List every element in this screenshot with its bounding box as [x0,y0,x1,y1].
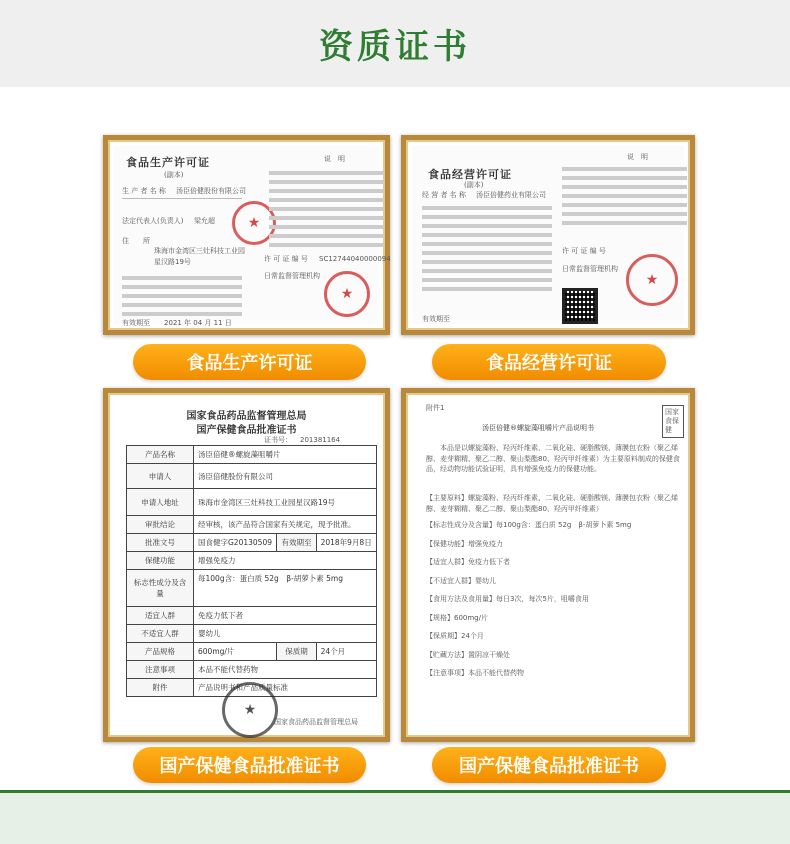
doc-section: 【贮藏方法】置阴凉干燥处 [426,650,510,659]
caption-operation-license: 食品经营许可证 [432,344,666,380]
doc-side-note: 国家食保健 [662,405,684,438]
doc-subtitle: (副本) [464,181,484,189]
doc-section: 【标志性成分及含量】每100g含：蛋白质 52g β-胡萝卜素 5mg [426,521,632,529]
table-value: 本品不能代替药物 [194,661,377,679]
table-row [127,446,377,464]
qr-code [562,288,598,324]
table-row [127,489,377,516]
table-key: 产品规格 [127,643,194,661]
table-value: 增强免疫力 [194,552,377,570]
table-key: 申请人 [127,464,194,489]
doc-right-title: 说 明 [324,155,345,163]
doc-section: 【适宜人群】免疫力低下者 [426,558,510,566]
table-row [127,643,377,661]
doc-right-title: 说 明 [627,153,648,161]
caption-instructions-certificate: 国产保健食品批准证书 [432,747,666,783]
table-value: 产品说明书和产品质量标准 [194,679,377,697]
table-value: 2018年9月8日 [316,534,376,552]
table-row [127,625,377,643]
certificate-frame-production [103,135,390,335]
doc-title: 汤臣倍健®螺旋藻咀嚼片产品说明书 [482,424,594,432]
table-value: 婴幼儿 [194,625,377,643]
doc-text-lines [562,162,687,230]
official-seal: ★ [222,682,278,738]
table-value: 24个月 [316,643,376,661]
doc-subtitle: (副本) [164,171,184,179]
doc-authority: 国家食品药品监督管理总局 [186,411,307,422]
official-seal: ★ [626,254,678,306]
table-key: 有效期至 [277,534,316,552]
doc-title: 食品生产许可证 [126,156,210,169]
table-key: 不适宜人群 [127,625,194,643]
doc-section: 【规格】600mg/片 [426,613,488,622]
doc-section: 【不适宜人群】婴幼儿 [426,576,496,585]
table-value: 珠海市金湾区三灶科技工业园星汉路19号 [194,489,377,516]
doc-title: 食品经营许可证 [428,168,512,181]
doc-section: 【保健功能】增强免疫力 [426,539,503,548]
table-key: 产品名称 [127,446,194,464]
table-value: 每100g含：蛋白质 52g β-胡萝卜素 5mg [194,570,377,607]
table-row [127,534,377,552]
table-row [127,464,377,489]
doc-title: 国产保健食品批准证书 [196,425,297,436]
table-value: 国食健字G20130509 [194,534,277,552]
caption-production-license: 食品生产许可证 [133,344,366,380]
doc-text-lines [422,201,552,296]
doc-field-value: SC12744040000094 [319,255,391,263]
doc-field-label: 法定代表人(负责人) [122,217,184,225]
doc-footer: 国家食品药品监督管理总局 [274,718,358,726]
doc-section: 【主要原料】螺旋藻粉、羟丙纤维素、二氧化硅、硬脂酸镁、薄膜包衣粉（聚乙烯醇、麦芽糊精、聚乙二醇、聚山梨酯80、羟丙甲纤维素） [426,494,678,513]
approval-table [126,445,377,697]
certificate-image-instructions [412,399,684,731]
doc-field-value: 珠海市金湾区三灶科技工业园星汉路19号 [154,247,245,266]
table-row [127,570,377,607]
doc-field-label: 许 可 证 编 号 [264,255,308,263]
doc-text-lines [122,271,242,321]
doc-field-label: 日常监督管理机构 [264,272,320,280]
cert-no-value: 201381164 [300,436,341,444]
table-key: 注意事项 [127,661,194,679]
table-key: 保健功能 [127,552,194,570]
bottom-bar [0,790,790,844]
doc-sections [426,493,681,687]
doc-attachment: 附件1 [426,404,445,412]
table-row [127,516,377,534]
doc-section: 【食用方法及食用量】每日3次，每次5片，咀嚼食用 [426,595,589,603]
official-seal: ★ [232,201,276,245]
cert-no-label: 证书号： [264,436,292,444]
table-row [127,661,377,679]
table-key: 标志性成分及含量 [127,570,194,607]
table-key: 保质期 [277,643,316,661]
table-key: 审批结论 [127,516,194,534]
doc-field-label: 经 营 者 名 称 [422,191,466,199]
table-key: 附件 [127,679,194,697]
table-value: 免疫力低下者 [194,607,377,625]
table-value: 600mg/片 [194,643,277,661]
doc-intro: 本品是以螺旋藻粉、羟丙纤维素、二氧化硅、硬脂酸镁、薄膜包衣粉（聚乙烯醇、麦芽糊精、聚乙二醇、聚山梨酯80、羟丙甲纤维素）为主要原料制成的保健食品，经动物功能试验证明，具有增强免疫力的保健功能。 [426,444,680,473]
doc-field-label: 有效期至 [422,315,450,323]
doc-rule [122,198,242,199]
header-banner [0,0,790,87]
doc-field-value: 汤臣倍健药业有限公司 [476,191,546,199]
doc-field-value: 2021 年 04 月 11 日 [164,319,232,327]
table-key: 适宜人群 [127,607,194,625]
doc-section: 【保质期】24个月 [426,632,484,640]
doc-field-value: 汤臣倍健股份有限公司 [176,187,246,195]
page-title: 资质证书 [319,27,471,67]
doc-field-label: 许 可 证 编 号 [562,247,606,255]
doc-field-label: 日常监督管理机构 [562,265,618,273]
table-key: 申请人地址 [127,489,194,516]
certificate-frame-approval [103,388,390,742]
doc-field-value: 梁允超 [194,217,215,225]
doc-field-label: 生 产 者 名 称 [122,187,166,195]
doc-text-lines [269,166,384,252]
caption-approval-certificate: 国产保健食品批准证书 [133,747,366,783]
certificate-frame-operation [401,135,695,335]
doc-field-label: 有效期至 [122,319,150,327]
certificate-image-operation [412,146,684,324]
table-row [127,607,377,625]
certificate-image-production [114,146,391,327]
table-value: 经审核，该产品符合国家有关规定，现予批准。 [194,516,377,534]
doc-section: 【注意事项】本品不能代替药物 [426,669,524,677]
table-row [127,552,377,570]
doc-field-label: 住 所 [122,237,150,245]
certificate-image-approval [114,399,379,731]
table-key: 批准文号 [127,534,194,552]
table-value: 汤臣倍健®螺旋藻咀嚼片 [194,446,377,464]
official-seal: ★ [324,271,370,317]
table-value: 汤臣倍健股份有限公司 [194,464,377,489]
certificate-frame-instructions [401,388,695,742]
